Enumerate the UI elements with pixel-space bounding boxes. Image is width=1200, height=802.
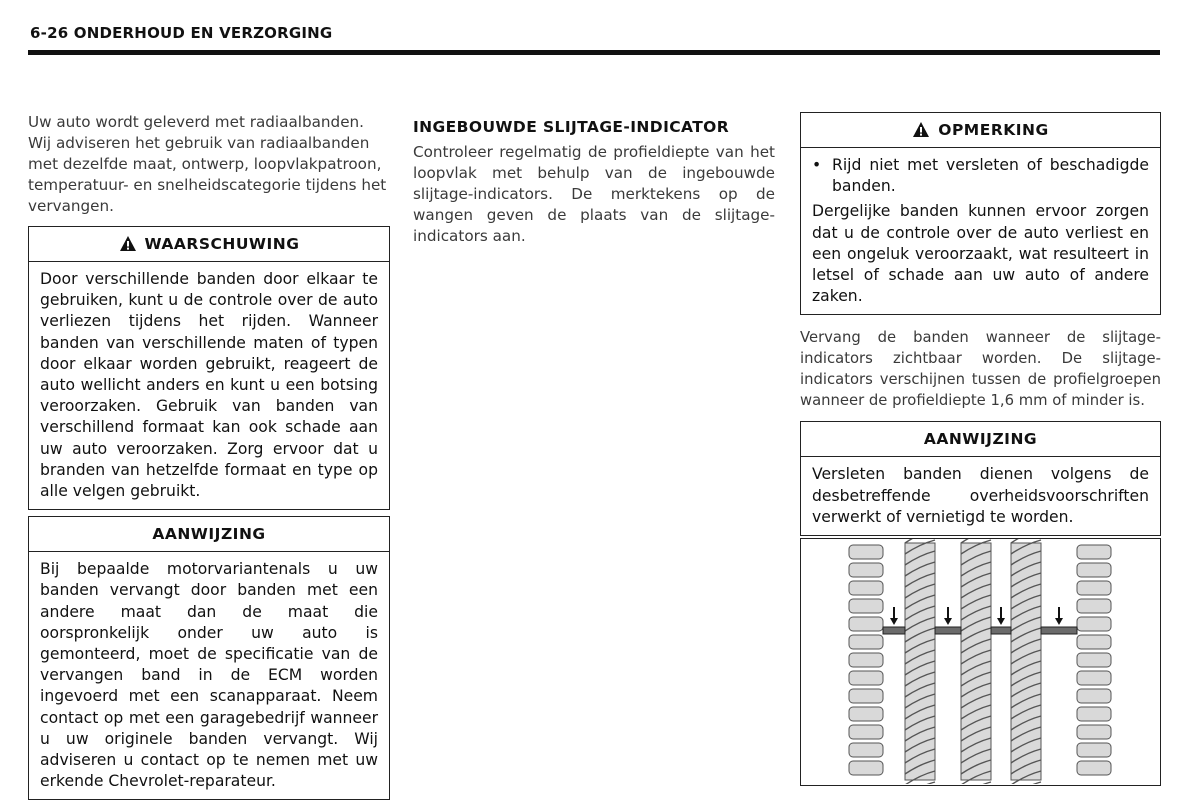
arrow-head-icon [1055,618,1063,625]
tread-block [1077,581,1111,595]
tread-block [849,635,883,649]
warning-title-text: WAARSCHUWING [144,235,300,253]
note-left-text: Bij bepaalde motorvariantenals u uw banden vervangt door banden met een andere maat dan de maat die oorspronkelijk onder uw auto is gemonteerd, moet de specificatie van de vervangen band in de ECM worden ingevoerd met een scanapparaat. Neem contact op met een garagebedrijf wanneer u uw originele banden vervangt. Wij adviseren u contact op te nemen met uw erkende Chevrolet-reparateur. [40,560,378,791]
section-heading: INGEBOUWDE SLIJTAGE-INDICATOR [413,118,730,136]
tread-block [849,599,883,613]
replace-tyres-paragraph: Vervang de banden wanneer de slijtage-indicators zichtbaar worden. De slijtage-indicators verschijnen tussen de profielgroepen wanneer de profieldiepte 1,6 mm of minder is. [800,329,1161,410]
note-box-left-body [29,552,389,799]
wear-indicator-bar [1041,627,1077,634]
remark-title-text: OPMERKING [938,121,1049,139]
tread-block [1077,599,1111,613]
remark-bullet-text: Rijd niet met versleten of beschadigde banden. [832,156,1149,196]
bullet-dot: • [812,156,822,174]
wear-indicator-paragraph: Controleer regelmatig de profieldiepte van het loopvlak met behulp van de ingebouwde slijtage-indicators. De merktekens op de wangen geven de plaats van de slijtage-indicators aan. [413,143,775,245]
tread-block [849,689,883,703]
column-middle [413,112,775,247]
arrow-head-icon [997,618,1005,625]
intro-paragraph: Uw auto wordt geleverd met radiaalbanden. Wij adviseren het gebruik van radiaalbanden met dezelfde maat, ontwerp, loopvlakpatroon, temperatuur- en snelheidscategorie tijdens het vervangen. [28,113,387,215]
tread-block [1077,725,1111,739]
tread-block [1077,689,1111,703]
wear-indicator-bar [883,627,905,634]
tread-block [1077,545,1111,559]
tread-block [849,545,883,559]
tread-block [1077,635,1111,649]
wear-indicator-bar [935,627,961,634]
remark-text: Dergelijke banden kunnen ervoor zorgen dat u de controle over de auto verliest en een ongeluk veroorzaakt, wat resulteert in letsel of schade aan uw auto of andere zaken. [812,202,1149,306]
column-left [28,112,390,800]
tread-block [849,761,883,775]
tread-block [849,743,883,757]
tread-block [849,563,883,577]
remark-box-body [801,148,1160,314]
note-box-right-body [801,457,1160,535]
tread-block [849,617,883,631]
remark-box [800,112,1161,315]
tread-block [1077,671,1111,685]
note-right-text: Versleten banden dienen volgens de desbetreffende overheidsvoorschriften verwerkt of vernietigd te worden. [812,465,1149,526]
remark-bullet [812,155,1149,197]
tread-block [849,671,883,685]
arrow-head-icon [890,618,898,625]
tread-block [1077,743,1111,757]
note-box-left-title: AANWIJZING [29,517,389,552]
arrow-head-icon [944,618,952,625]
warning-text: Door verschillende banden door elkaar te gebruiken, kunt u de controle over de auto verliezen tijdens het rijden. Wanneer banden van verschillende maten of typen door elkaar worden gebruikt, reageert de auto wellicht anders en kunt u een botsing veroorzaken. Gebruik van banden van verschillend formaat kan ook schade aan uw auto veroorzaken. Zorg ervoor dat u branden van hetzelfde formaat en type op alle velgen gebruikt. [40,270,378,501]
warning-triangle-icon [912,116,930,150]
tread-block [1077,653,1111,667]
remark-box-title [801,113,1160,148]
warning-triangle-icon [119,230,137,264]
note-box-right [800,421,1161,536]
wear-indicator-bar [991,627,1011,634]
tread-block [1077,707,1111,721]
tread-block [849,581,883,595]
tread-wear-indicator-illustration [800,538,1161,786]
tread-illustration-svg [801,539,1159,784]
column-right [800,112,1161,536]
tread-block [849,725,883,739]
tread-block [1077,617,1111,631]
tread-block [849,707,883,721]
note-box-right-title: AANWIJZING [801,422,1160,457]
warning-box [28,226,390,510]
warning-box-title [29,227,389,262]
warning-box-body [29,262,389,509]
tread-block [849,653,883,667]
note-box-left [28,516,390,800]
tread-block [1077,563,1111,577]
header-rule [28,50,1160,55]
page-header: 6-26 ONDERHOUD EN VERZORGING [30,24,333,42]
tread-block [1077,761,1111,775]
